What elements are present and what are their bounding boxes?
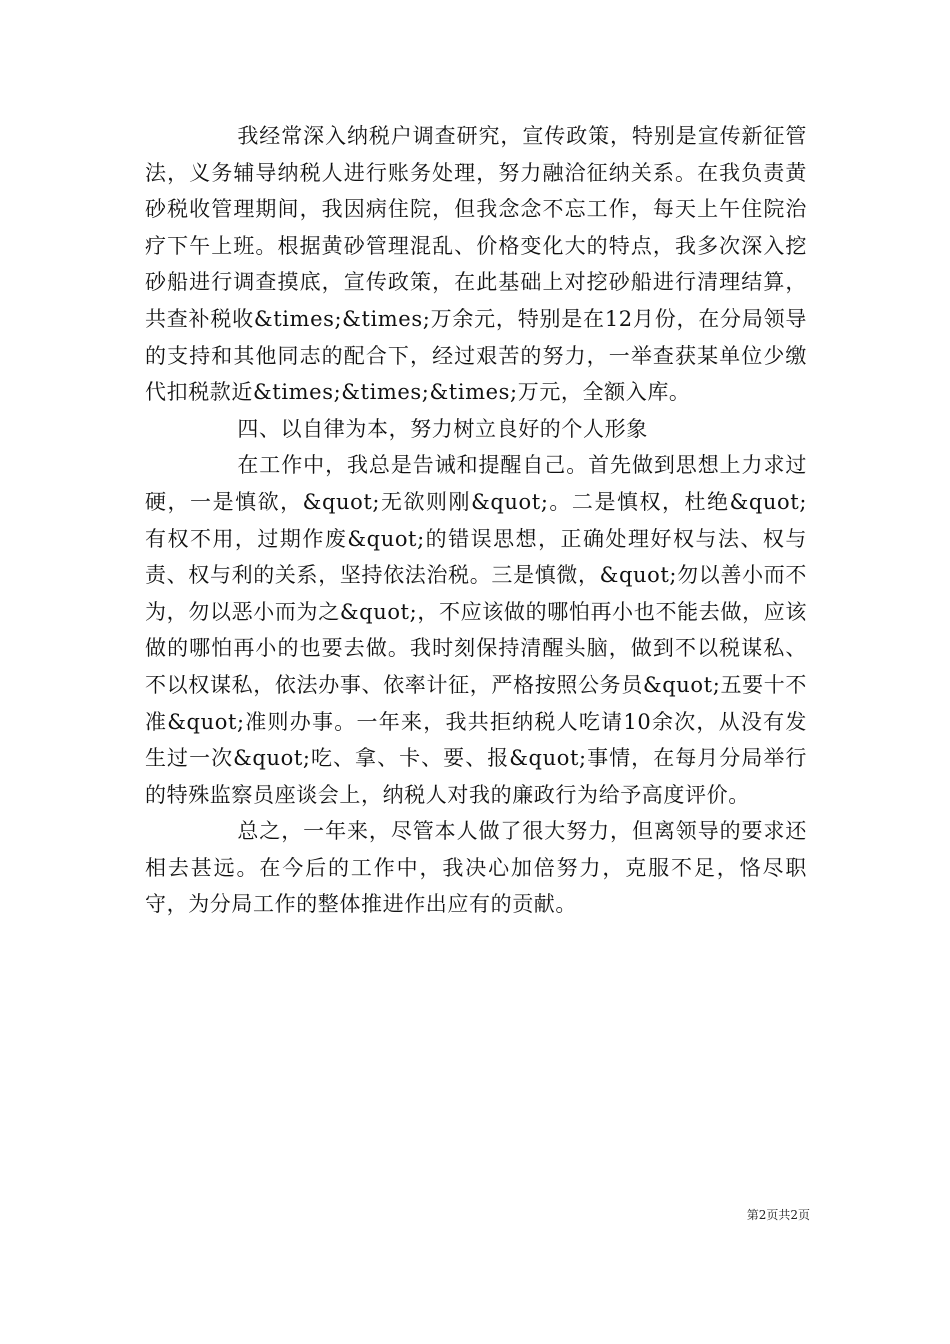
page-number-footer: 第2页共2页 (746, 1208, 810, 1222)
document-body (145, 118, 807, 923)
paragraph-self-discipline: 在工作中，我总是告诫和提醒自己。首先做到思想上力求过硬，一是慎欲，&quot;无欲则刚&quot;。二是慎权，杜绝&quot;有权不用，过期作废&quot;的错误思想，正确处理好权与法、权与责、权与利的关系，坚持依法治税。三是慎微，&quot;勿以善小而不为，勿以恶小而为之&quot;，不应该做的哪怕再小也不能去做，应该做的哪怕再小的也要去做。我时刻保持清醒头脑，做到不以税谋私、不以权谋私，依法办事、依率计征，严格按照公务员&quot;五要十不准&quot;准则办事。一年来，我共拒纳税人吃请10余次，从没有发生过一次&quot;吃、拿、卡、要、报&quot;事情，在每月分局举行的特殊监察员座谈会上，纳税人对我的廉政行为给予高度评价。 (145, 453, 807, 807)
paragraph-conclusion: 总之，一年来，尽管本人做了很大努力，但离领导的要求还相去甚远。在今后的工作中，我决心加倍努力，克服不足，恪尽职守，为分局工作的整体推进作出应有的贡献。 (145, 819, 807, 917)
paragraph-tax-investigation: 我经常深入纳税户调查研究，宣传政策，特别是宣传新征管法，义务辅导纳税人进行账务处理，努力融洽征纳关系。在我负责黄砂税收管理期间，我因病住院，但我念念不忘工作，每天上午住院治疗下午上班。根据黄砂管理混乱、价格变化大的特点，我多次深入挖砂船进行调查摸底，宣传政策，在此基础上对挖砂船进行清理结算，共查补税收&times;&times;万余元，特别是在12月份，在分局领导的支持和其他同志的配合下，经过艰苦的努力，一举查获某单位少缴代扣税款近&times;&times;&times;万元，全额入库。 (145, 124, 807, 405)
section-heading-self-discipline: 四、以自律为本，努力树立良好的个人形象 (237, 416, 648, 441)
